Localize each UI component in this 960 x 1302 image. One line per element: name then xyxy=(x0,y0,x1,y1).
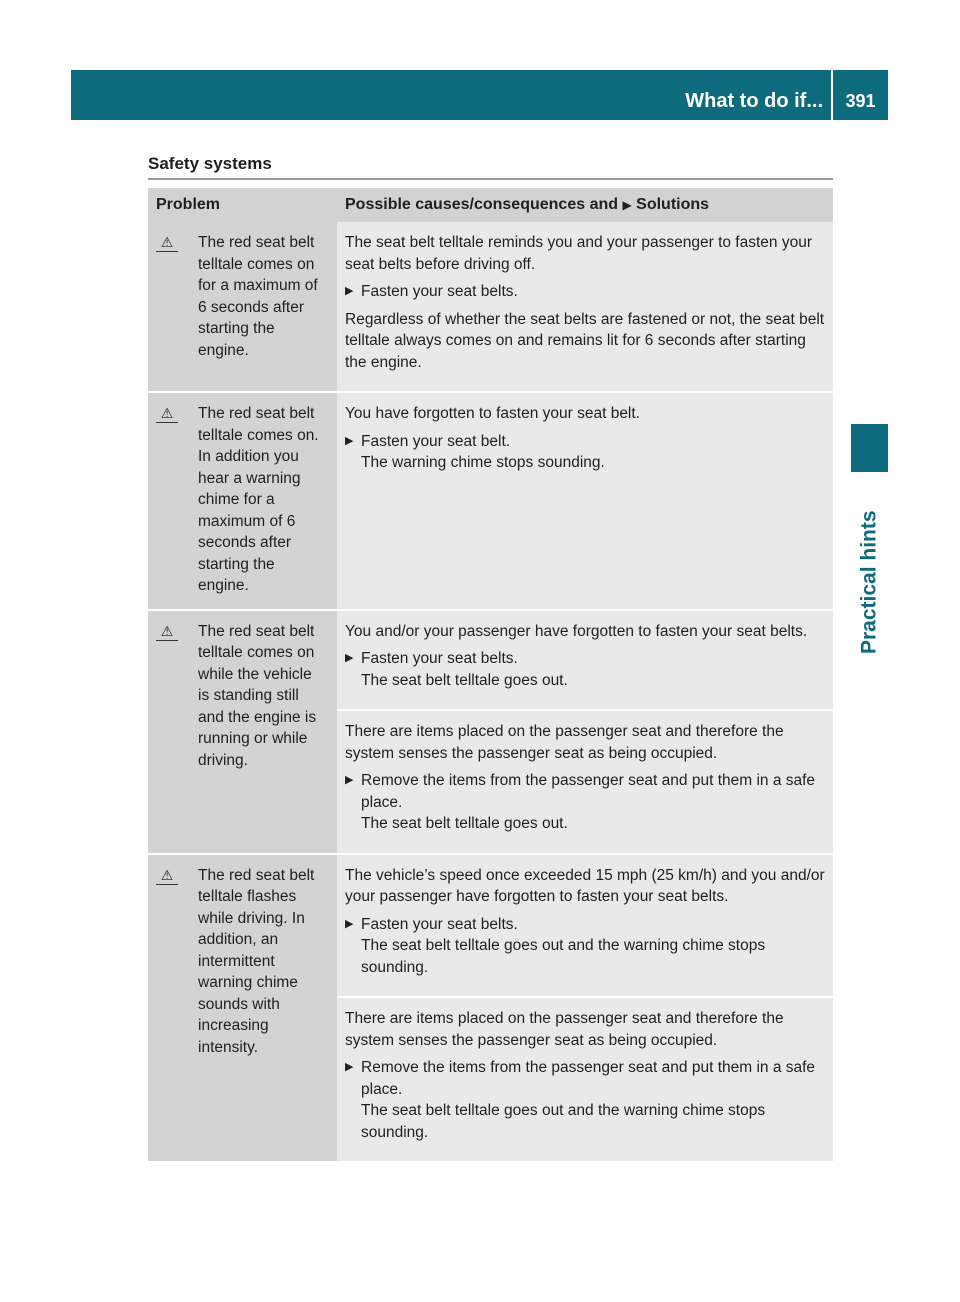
header-problem: Problem xyxy=(148,188,337,222)
header-title: What to do if... xyxy=(685,90,823,112)
step-arrow-icon: ▶ xyxy=(345,917,354,930)
solution-cell xyxy=(337,854,833,998)
step-text: Fasten your seat belts. xyxy=(361,915,518,933)
result-text: The seat belt telltale goes out. xyxy=(361,671,568,689)
seat-belt-icon: ⚠ xyxy=(156,404,178,423)
problem-text: The red seat belt telltale comes on while the vehicle is standing still and the engine is running or while driving. xyxy=(198,622,317,769)
step-arrow-icon: ▶ xyxy=(345,652,354,664)
table-row xyxy=(148,392,833,610)
step-arrow-icon: ▶ xyxy=(345,774,354,786)
header-solutions xyxy=(337,188,833,222)
seat-belt-icon: ⚠ xyxy=(156,866,178,885)
result-text: The seat belt telltale goes out. xyxy=(361,815,568,832)
step-arrow-icon: ▶ xyxy=(345,434,354,447)
seat-belt-icon: ⚠ xyxy=(156,233,178,252)
safety-systems-table xyxy=(148,188,833,1163)
step-arrow-icon: ▶ xyxy=(345,285,354,297)
cause-text: You have forgotten to fasten your seat belt. xyxy=(345,405,640,422)
header-bar xyxy=(71,70,888,120)
result-text: The warning chime stops sounding. xyxy=(361,454,605,471)
problem-cell xyxy=(148,392,337,610)
cause-text: There are items placed on the passenger seat and therefore the system senses the passenger seat as being occupied. xyxy=(345,1010,784,1049)
solution-step xyxy=(345,648,827,691)
step-text: Fasten your seat belt. xyxy=(361,432,511,450)
table-row xyxy=(148,222,833,392)
header-solutions-prefix: Possible causes/consequences and xyxy=(345,195,619,213)
solution-step xyxy=(345,281,827,303)
step-arrow-icon: ▶ xyxy=(345,1061,354,1073)
solution-cell xyxy=(337,222,833,392)
table-row xyxy=(148,610,833,711)
step-text: Remove the items from the passenger seat and put them in a safe place. xyxy=(361,772,816,811)
header-solutions-suffix: Solutions xyxy=(636,195,710,213)
solution-step xyxy=(345,431,827,474)
page-number: 391 xyxy=(845,91,876,111)
problem-text: The red seat belt telltale flashes while driving. In addition, an intermittent warning chime sounds with increasing intensity. xyxy=(198,866,315,1056)
side-tab-block xyxy=(851,424,888,472)
solution-step xyxy=(345,1057,827,1143)
problem-text: The red seat belt telltale comes on for a maximum of 6 seconds after starting the engine. xyxy=(198,234,318,359)
cause-text: There are items placed on the passenger seat and therefore the system senses the passenger seat as being occupied. xyxy=(345,723,784,762)
problem-cell xyxy=(148,854,337,1163)
solution-step xyxy=(345,770,827,835)
step-text: Fasten your seat belts. xyxy=(361,650,518,667)
step-text: Remove the items from the passenger seat and put them in a safe place. xyxy=(361,1059,816,1098)
solution-cell xyxy=(337,392,833,610)
cause-text: You and/or your passenger have forgotten to fasten your seat belts. xyxy=(345,622,808,640)
section-title: Safety systems xyxy=(148,154,272,173)
result-text: The seat belt telltale goes out and the warning chime stops sounding. xyxy=(361,937,766,976)
cause-text: The seat belt telltale reminds you and your passenger to fasten your seat belts before driving off. xyxy=(345,234,812,273)
table-header-row xyxy=(148,188,833,222)
title-rule xyxy=(148,178,833,180)
result-text: The seat belt telltale goes out and the warning chime stops sounding. xyxy=(361,1102,766,1141)
problem-cell xyxy=(148,222,337,392)
arrow-right-icon: ▶ xyxy=(622,197,632,212)
solution-cell xyxy=(337,710,833,854)
note-text: Regardless of whether the seat belts are fastened or not, the seat belt telltale always comes on and remains lit for 6 seconds after starting the engine. xyxy=(345,310,825,371)
solution-cell xyxy=(337,997,833,1162)
step-text: Fasten your seat belts. xyxy=(361,283,518,300)
solution-step xyxy=(345,914,827,979)
seat-belt-icon: ⚠ xyxy=(156,622,178,641)
solution-cell xyxy=(337,610,833,711)
side-tab-label: Practical hints xyxy=(857,510,881,654)
problem-cell xyxy=(148,610,337,854)
problem-text: The red seat belt telltale comes on. In addition you hear a warning chime for a maximum of 6 seconds after starting the engine. xyxy=(198,405,319,594)
cause-text: The vehicle’s speed once exceeded 15 mph (25 km/h) and you and/or your passenger have forgotten to fasten your seat belts. xyxy=(345,866,825,905)
table-row xyxy=(148,854,833,998)
